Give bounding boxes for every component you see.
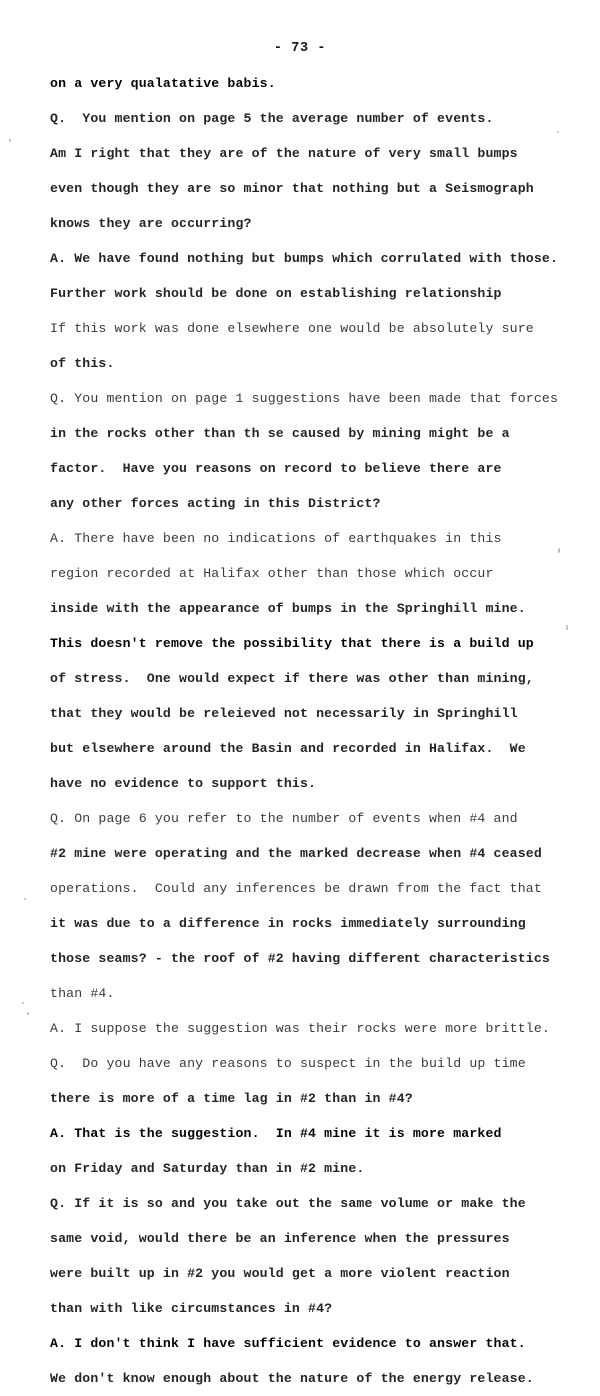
transcript-line: those seams? - the roof of #2 having different characteristics (50, 951, 550, 966)
transcript-line: We don't know enough about the nature of the energy release. (50, 1371, 534, 1386)
transcript-line: even though they are so minor that nothing but a Seismograph (50, 181, 534, 196)
transcript-line: in the rocks other than th se caused by mining might be a (50, 426, 510, 441)
transcript-line: on a very qualatative babis. (50, 76, 276, 91)
transcript-line: of stress. One would expect if there was other than mining, (50, 671, 534, 686)
page-number: - 73 - (273, 41, 327, 56)
transcript-line: factor. Have you reasons on record to believe there are (50, 461, 502, 476)
transcript-line: have no evidence to support this. (50, 776, 317, 791)
transcript-line: of this. (50, 356, 115, 371)
transcript-line: A. We have found nothing but bumps which corrulated with those. (50, 251, 559, 266)
paper-speck (27, 1012, 29, 1015)
transcript-line: A. That is the suggestion. In #4 mine it is more marked (50, 1126, 502, 1141)
paper-speck (22, 1002, 24, 1004)
transcript-line: region recorded at Halifax other than those which occur (50, 566, 494, 581)
transcript-line: Q. You mention on page 5 the average number of events. (50, 111, 494, 126)
transcript-line: were built up in #2 you would get a more violent reaction (50, 1266, 510, 1281)
transcript-line: Q. On page 6 you refer to the number of events when #4 and (50, 811, 518, 826)
transcript-line: A. I suppose the suggestion was their rocks were more brittle. (50, 1021, 550, 1036)
transcript-line: that they would be releieved not necessarily in Springhill (50, 706, 518, 721)
transcript-line: knows they are occurring? (50, 216, 252, 231)
transcript-line: than with like circumstances in #4? (50, 1301, 333, 1316)
transcript-line: but elsewhere around the Basin and recorded in Halifax. We (50, 741, 526, 756)
transcript-line: Q. You mention on page 1 suggestions have been made that forces (50, 391, 559, 406)
paper-speck (9, 139, 11, 142)
transcript-line: any other forces acting in this District? (50, 496, 381, 511)
transcript-line: Q. If it is so and you take out the same volume or make the (50, 1196, 526, 1211)
transcript-line: there is more of a time lag in #2 than in #4? (50, 1091, 413, 1106)
transcript-line: it was due to a difference in rocks immediately surrounding (50, 916, 526, 931)
transcript-line: A. I don't think I have sufficient evidence to answer that. (50, 1336, 526, 1351)
transcript-line: Am I right that they are of the nature of very small bumps (50, 146, 518, 161)
transcript-line: Further work should be done on establishing relationship (50, 286, 502, 301)
transcript-line: #2 mine were operating and the marked decrease when #4 ceased (50, 846, 542, 861)
paper-speck (24, 898, 26, 900)
transcript-line: Q. Do you have any reasons to suspect in the build up time (50, 1056, 526, 1071)
transcript-line: same void, would there be an inference when the pressures (50, 1231, 510, 1246)
transcript-line: If this work was done elsewhere one would be absolutely sure (50, 321, 534, 336)
transcript-line: This doesn't remove the possibility that there is a build up (50, 636, 534, 651)
transcript-line: than #4. (50, 986, 115, 1001)
transcript-line: operations. Could any inferences be drawn from the fact that (50, 881, 542, 896)
transcript-body (50, 66, 570, 1396)
transcript-line: A. There have been no indications of earthquakes in this (50, 531, 502, 546)
transcript-line: on Friday and Saturday than in #2 mine. (50, 1161, 365, 1176)
transcript-line: inside with the appearance of bumps in the Springhill mine. (50, 601, 526, 616)
